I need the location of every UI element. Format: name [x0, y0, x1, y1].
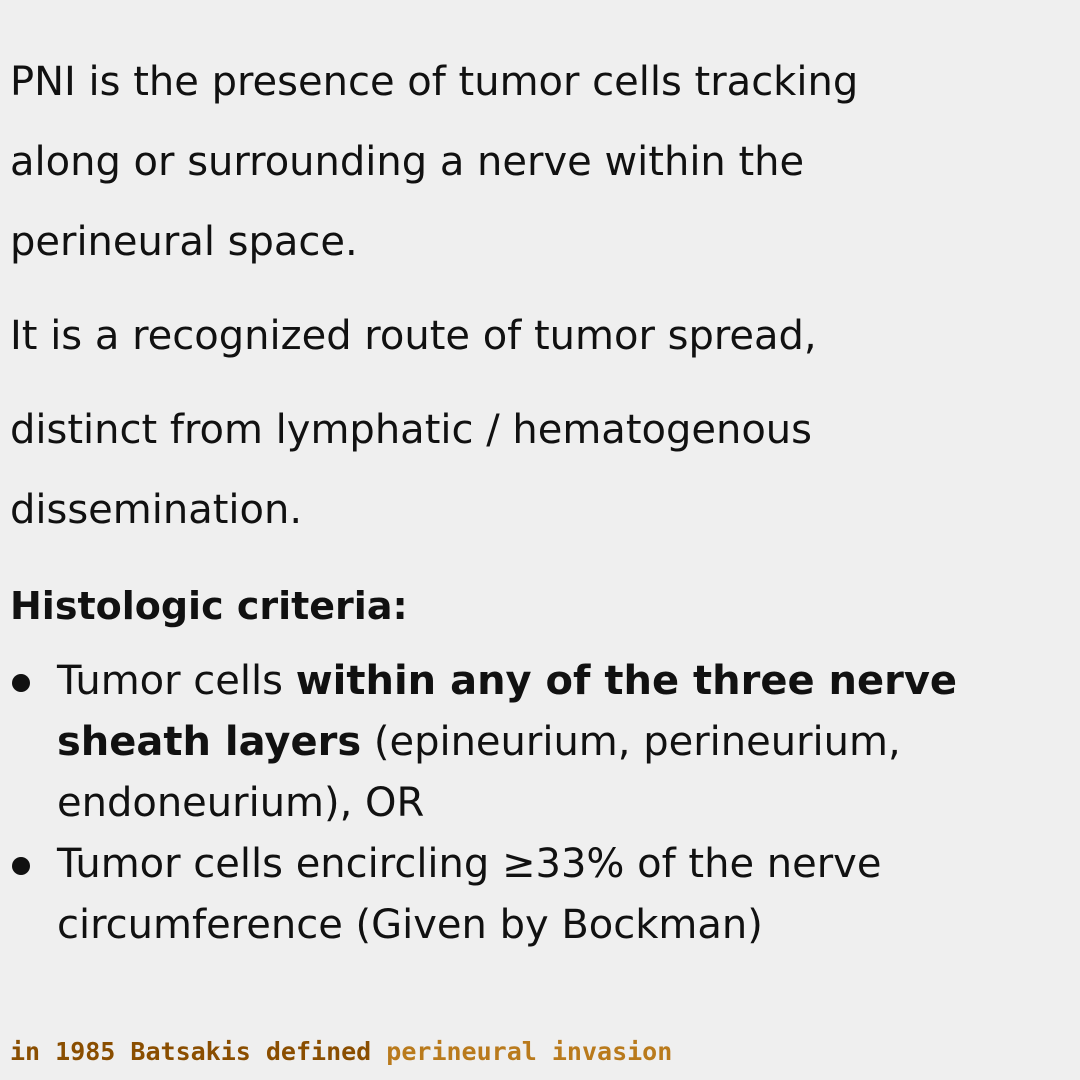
footer-note	[10, 1034, 672, 1070]
item2-line2: circumference (Given by Bockman)	[57, 902, 763, 948]
criteria-list	[10, 651, 1070, 956]
criteria-heading: Histologic criteria:	[10, 584, 408, 628]
spread-line-3: dissemination.	[10, 487, 303, 533]
bullet-icon	[12, 674, 30, 692]
item1-bold-line1: within any of the three nerve	[295, 658, 958, 704]
spread-paragraph	[10, 390, 1050, 550]
bullet-icon	[12, 857, 30, 875]
item1-suffix-line2: (epineurium, perineurium,	[361, 719, 901, 765]
criteria-item-2	[10, 834, 1070, 956]
intro-line-2: along or surrounding a nerve within the	[10, 139, 805, 185]
item1-prefix: Tumor cells	[57, 658, 296, 704]
footer-prefix: in 1985 Batsakis defined	[10, 1037, 387, 1066]
footer-highlight: perineural invasion	[386, 1037, 673, 1066]
intro-line-1: PNI is the presence of tumor cells tracking	[10, 59, 859, 105]
spread-line-2: distinct from lymphatic / hematogenous	[10, 407, 812, 453]
item2-line1: Tumor cells encircling ≥33% of the nerve	[57, 841, 882, 887]
intro-line-3: perineural space.	[10, 219, 358, 265]
spread-line-1: It is a recognized route of tumor spread,	[10, 313, 817, 359]
item1-bold-line2: sheath layers	[57, 719, 362, 765]
item1-line3: endoneurium), OR	[57, 780, 425, 826]
criteria-item-1	[10, 651, 1070, 834]
intro-paragraph	[10, 42, 1050, 282]
